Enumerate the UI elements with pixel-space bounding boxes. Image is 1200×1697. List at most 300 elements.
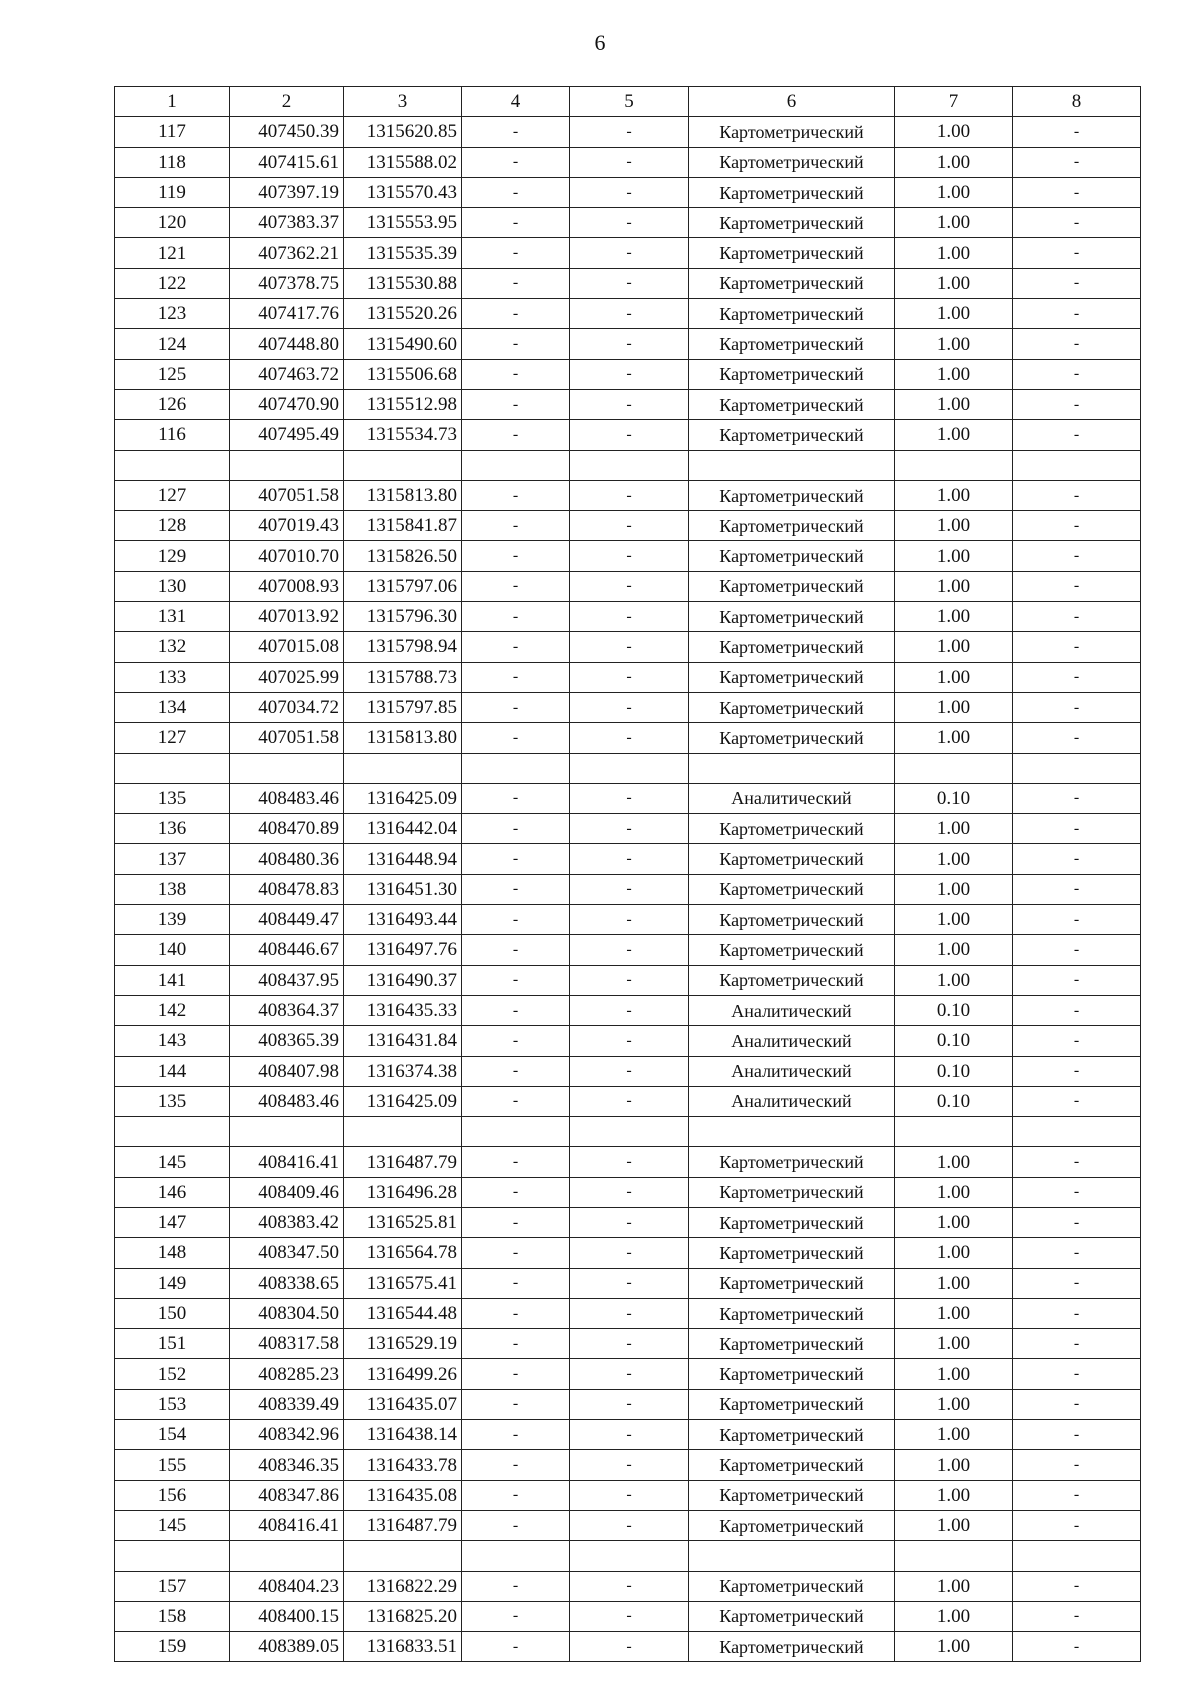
cell-y-coordinate: 1316822.29 [344, 1571, 462, 1601]
cell-col-5: - [570, 1389, 689, 1419]
cell-accuracy: 1.00 [895, 389, 1013, 419]
cell-y-coordinate: 1315553.95 [344, 208, 462, 238]
cell-method: Картометрический [689, 268, 895, 298]
cell-y-coordinate: 1316833.51 [344, 1632, 462, 1662]
cell-y-coordinate: 1315520.26 [344, 299, 462, 329]
cell-col-8: - [1013, 1450, 1141, 1480]
table-row [115, 1601, 1141, 1631]
cell-col-8: - [1013, 1510, 1141, 1540]
cell-y-coordinate: 1315620.85 [344, 117, 462, 147]
cell-y-coordinate: 1315570.43 [344, 177, 462, 207]
cell-x-coordinate [230, 450, 344, 480]
cell-col-4: - [462, 1086, 570, 1116]
table-row-spacer [115, 450, 1141, 480]
cell-col-8 [1013, 1541, 1141, 1571]
cell-col-4: - [462, 965, 570, 995]
table-row [115, 905, 1141, 935]
cell-col-5: - [570, 480, 689, 510]
cell-point-number: 132 [115, 632, 230, 662]
cell-point-number: 156 [115, 1480, 230, 1510]
cell-accuracy [895, 1541, 1013, 1571]
table-row [115, 935, 1141, 965]
cell-col-5 [570, 753, 689, 783]
cell-col-4: - [462, 1632, 570, 1662]
cell-x-coordinate: 408304.50 [230, 1298, 344, 1328]
cell-col-4: - [462, 1510, 570, 1540]
cell-method: Картометрический [689, 1298, 895, 1328]
cell-col-5: - [570, 1238, 689, 1268]
cell-accuracy: 0.10 [895, 1086, 1013, 1116]
cell-col-5: - [570, 814, 689, 844]
cell-col-5: - [570, 1086, 689, 1116]
cell-method: Аналитический [689, 1026, 895, 1056]
cell-method: Картометрический [689, 329, 895, 359]
cell-accuracy: 1.00 [895, 874, 1013, 904]
cell-col-8: - [1013, 541, 1141, 571]
cell-point-number: 142 [115, 995, 230, 1025]
cell-point-number: 118 [115, 147, 230, 177]
cell-x-coordinate: 407019.43 [230, 511, 344, 541]
cell-point-number: 151 [115, 1329, 230, 1359]
cell-x-coordinate: 408416.41 [230, 1147, 344, 1177]
cell-accuracy: 1.00 [895, 1571, 1013, 1601]
column-header: 4 [462, 87, 570, 117]
cell-col-5: - [570, 723, 689, 753]
cell-col-8: - [1013, 389, 1141, 419]
cell-y-coordinate: 1315826.50 [344, 541, 462, 571]
table-row [115, 632, 1141, 662]
table-body [115, 117, 1141, 1662]
cell-col-5: - [570, 1359, 689, 1389]
column-header: 8 [1013, 87, 1141, 117]
cell-method [689, 753, 895, 783]
table-row [115, 147, 1141, 177]
cell-point-number: 120 [115, 208, 230, 238]
cell-col-4: - [462, 480, 570, 510]
cell-accuracy: 1.00 [895, 1480, 1013, 1510]
cell-point-number: 119 [115, 177, 230, 207]
cell-y-coordinate: 1316544.48 [344, 1298, 462, 1328]
cell-col-4: - [462, 268, 570, 298]
cell-method: Аналитический [689, 783, 895, 813]
cell-col-8: - [1013, 602, 1141, 632]
cell-col-5: - [570, 632, 689, 662]
page-number: 6 [594, 30, 606, 55]
cell-method [689, 450, 895, 480]
cell-point-number: 145 [115, 1510, 230, 1540]
cell-x-coordinate: 408339.49 [230, 1389, 344, 1419]
table-row [115, 1480, 1141, 1510]
cell-method: Картометрический [689, 208, 895, 238]
cell-x-coordinate: 408342.96 [230, 1420, 344, 1450]
cell-col-5: - [570, 389, 689, 419]
cell-col-8: - [1013, 420, 1141, 450]
cell-y-coordinate: 1316425.09 [344, 1086, 462, 1116]
cell-col-4: - [462, 117, 570, 147]
table-row [115, 480, 1141, 510]
table-row [115, 814, 1141, 844]
cell-col-8: - [1013, 177, 1141, 207]
cell-accuracy: 1.00 [895, 632, 1013, 662]
cell-col-4: - [462, 935, 570, 965]
cell-point-number: 154 [115, 1420, 230, 1450]
cell-y-coordinate [344, 753, 462, 783]
cell-accuracy: 1.00 [895, 1298, 1013, 1328]
table-row [115, 329, 1141, 359]
cell-col-5: - [570, 359, 689, 389]
cell-col-8: - [1013, 1238, 1141, 1268]
cell-col-4: - [462, 208, 570, 238]
cell-method: Картометрический [689, 1510, 895, 1540]
cell-accuracy: 1.00 [895, 359, 1013, 389]
cell-x-coordinate: 407378.75 [230, 268, 344, 298]
cell-accuracy: 1.00 [895, 1420, 1013, 1450]
cell-col-8: - [1013, 117, 1141, 147]
cell-col-5: - [570, 1147, 689, 1177]
cell-point-number: 143 [115, 1026, 230, 1056]
cell-accuracy: 0.10 [895, 995, 1013, 1025]
cell-x-coordinate: 407051.58 [230, 723, 344, 753]
cell-accuracy: 1.00 [895, 1359, 1013, 1389]
cell-col-4: - [462, 541, 570, 571]
cell-y-coordinate: 1316435.33 [344, 995, 462, 1025]
table-row [115, 1056, 1141, 1086]
cell-accuracy: 0.10 [895, 1026, 1013, 1056]
table-row [115, 1238, 1141, 1268]
table-row [115, 844, 1141, 874]
cell-y-coordinate: 1315506.68 [344, 359, 462, 389]
cell-method: Картометрический [689, 1389, 895, 1419]
cell-x-coordinate [230, 1117, 344, 1147]
cell-col-4: - [462, 1268, 570, 1298]
cell-col-5: - [570, 1026, 689, 1056]
table-row [115, 874, 1141, 904]
cell-col-8: - [1013, 905, 1141, 935]
cell-x-coordinate: 408400.15 [230, 1601, 344, 1631]
table-row [115, 1329, 1141, 1359]
cell-col-8 [1013, 450, 1141, 480]
cell-col-8: - [1013, 995, 1141, 1025]
cell-accuracy: 1.00 [895, 965, 1013, 995]
cell-col-4: - [462, 238, 570, 268]
cell-point-number: 129 [115, 541, 230, 571]
cell-method: Картометрический [689, 147, 895, 177]
cell-accuracy: 1.00 [895, 541, 1013, 571]
cell-x-coordinate: 408483.46 [230, 1086, 344, 1116]
cell-point-number: 133 [115, 662, 230, 692]
cell-col-4: - [462, 1026, 570, 1056]
cell-col-8: - [1013, 147, 1141, 177]
cell-col-8: - [1013, 783, 1141, 813]
cell-col-4: - [462, 1450, 570, 1480]
cell-x-coordinate: 408409.46 [230, 1177, 344, 1207]
cell-method: Картометрический [689, 571, 895, 601]
cell-col-5: - [570, 1571, 689, 1601]
table-row [115, 117, 1141, 147]
cell-accuracy: 1.00 [895, 329, 1013, 359]
cell-y-coordinate: 1316435.07 [344, 1389, 462, 1419]
cell-accuracy: 0.10 [895, 1056, 1013, 1086]
cell-col-5: - [570, 511, 689, 541]
cell-accuracy: 1.00 [895, 511, 1013, 541]
cell-col-4: - [462, 1480, 570, 1510]
cell-col-5: - [570, 208, 689, 238]
cell-point-number: 144 [115, 1056, 230, 1086]
table-row [115, 177, 1141, 207]
cell-col-4: - [462, 1329, 570, 1359]
cell-method [689, 1541, 895, 1571]
cell-col-4: - [462, 844, 570, 874]
cell-col-5: - [570, 1177, 689, 1207]
cell-y-coordinate: 1316499.26 [344, 1359, 462, 1389]
cell-accuracy: 1.00 [895, 238, 1013, 268]
cell-y-coordinate: 1316487.79 [344, 1510, 462, 1540]
cell-col-4: - [462, 1420, 570, 1450]
cell-accuracy: 1.00 [895, 208, 1013, 238]
cell-col-8: - [1013, 1177, 1141, 1207]
cell-col-4: - [462, 662, 570, 692]
cell-col-5: - [570, 1420, 689, 1450]
cell-y-coordinate: 1316493.44 [344, 905, 462, 935]
cell-col-5: - [570, 541, 689, 571]
cell-method [689, 1117, 895, 1147]
cell-col-5: - [570, 268, 689, 298]
cell-col-4: - [462, 1389, 570, 1419]
cell-y-coordinate: 1316442.04 [344, 814, 462, 844]
cell-point-number: 147 [115, 1207, 230, 1237]
cell-col-5: - [570, 783, 689, 813]
cell-col-8: - [1013, 1026, 1141, 1056]
cell-point-number: 137 [115, 844, 230, 874]
cell-col-8: - [1013, 1329, 1141, 1359]
cell-y-coordinate: 1315797.85 [344, 692, 462, 722]
cell-point-number: 134 [115, 692, 230, 722]
cell-col-8: - [1013, 1571, 1141, 1601]
cell-col-8: - [1013, 1147, 1141, 1177]
cell-col-8: - [1013, 238, 1141, 268]
cell-x-coordinate: 408347.86 [230, 1480, 344, 1510]
cell-x-coordinate: 407450.39 [230, 117, 344, 147]
cell-point-number: 140 [115, 935, 230, 965]
cell-point-number: 138 [115, 874, 230, 904]
cell-col-5: - [570, 1450, 689, 1480]
table-row [115, 1359, 1141, 1389]
cell-col-4 [462, 1117, 570, 1147]
cell-col-4: - [462, 995, 570, 1025]
cell-col-4: - [462, 147, 570, 177]
table-row [115, 1510, 1141, 1540]
cell-y-coordinate: 1316487.79 [344, 1147, 462, 1177]
cell-col-5 [570, 1541, 689, 1571]
cell-point-number: 141 [115, 965, 230, 995]
cell-col-5: - [570, 692, 689, 722]
cell-accuracy: 1.00 [895, 1510, 1013, 1540]
cell-col-4: - [462, 329, 570, 359]
cell-col-5: - [570, 117, 689, 147]
cell-point-number: 155 [115, 1450, 230, 1480]
cell-method: Картометрический [689, 511, 895, 541]
cell-y-coordinate: 1316825.20 [344, 1601, 462, 1631]
cell-y-coordinate [344, 1117, 462, 1147]
cell-y-coordinate: 1315512.98 [344, 389, 462, 419]
cell-col-4: - [462, 632, 570, 662]
cell-method: Картометрический [689, 662, 895, 692]
cell-x-coordinate: 407463.72 [230, 359, 344, 389]
cell-x-coordinate: 407417.76 [230, 299, 344, 329]
column-header: 1 [115, 87, 230, 117]
table-row [115, 995, 1141, 1025]
cell-col-4: - [462, 1207, 570, 1237]
cell-x-coordinate: 408483.46 [230, 783, 344, 813]
cell-method: Картометрический [689, 1329, 895, 1359]
cell-col-4: - [462, 1571, 570, 1601]
column-header: 5 [570, 87, 689, 117]
cell-accuracy: 1.00 [895, 1632, 1013, 1662]
cell-method: Картометрический [689, 1359, 895, 1389]
cell-point-number: 158 [115, 1601, 230, 1631]
cell-method: Картометрический [689, 389, 895, 419]
cell-method: Картометрический [689, 117, 895, 147]
cell-x-coordinate: 408404.23 [230, 1571, 344, 1601]
cell-y-coordinate: 1316438.14 [344, 1420, 462, 1450]
cell-accuracy: 1.00 [895, 571, 1013, 601]
table-row [115, 420, 1141, 450]
table-row [115, 1026, 1141, 1056]
cell-col-5: - [570, 147, 689, 177]
table-row [115, 541, 1141, 571]
cell-accuracy: 1.00 [895, 147, 1013, 177]
cell-col-5: - [570, 238, 689, 268]
cell-point-number: 124 [115, 329, 230, 359]
table-row [115, 1450, 1141, 1480]
cell-col-5: - [570, 965, 689, 995]
cell-col-4: - [462, 1298, 570, 1328]
cell-x-coordinate: 408478.83 [230, 874, 344, 904]
cell-y-coordinate: 1316425.09 [344, 783, 462, 813]
cell-col-4 [462, 450, 570, 480]
table-row [115, 1086, 1141, 1116]
cell-x-coordinate: 407010.70 [230, 541, 344, 571]
cell-col-4: - [462, 1238, 570, 1268]
cell-col-8: - [1013, 1420, 1141, 1450]
cell-point-number: 136 [115, 814, 230, 844]
cell-x-coordinate: 408407.98 [230, 1056, 344, 1086]
table-row [115, 1268, 1141, 1298]
cell-col-4: - [462, 602, 570, 632]
cell-method: Картометрический [689, 541, 895, 571]
cell-col-4 [462, 753, 570, 783]
cell-col-8: - [1013, 480, 1141, 510]
cell-point-number [115, 1117, 230, 1147]
cell-x-coordinate: 408364.37 [230, 995, 344, 1025]
cell-point-number: 123 [115, 299, 230, 329]
cell-method: Картометрический [689, 1601, 895, 1631]
cell-col-4: - [462, 1601, 570, 1631]
cell-x-coordinate: 407008.93 [230, 571, 344, 601]
cell-y-coordinate: 1315788.73 [344, 662, 462, 692]
cell-col-8: - [1013, 329, 1141, 359]
cell-accuracy: 0.10 [895, 783, 1013, 813]
cell-col-8: - [1013, 299, 1141, 329]
cell-method: Картометрический [689, 1177, 895, 1207]
cell-y-coordinate [344, 1541, 462, 1571]
cell-col-5 [570, 1117, 689, 1147]
cell-x-coordinate: 408437.95 [230, 965, 344, 995]
cell-x-coordinate: 408365.39 [230, 1026, 344, 1056]
column-header: 6 [689, 87, 895, 117]
cell-col-5: - [570, 1632, 689, 1662]
cell-accuracy: 1.00 [895, 723, 1013, 753]
cell-col-4: - [462, 723, 570, 753]
cell-method: Картометрический [689, 632, 895, 662]
cell-col-8: - [1013, 965, 1141, 995]
cell-y-coordinate: 1316431.84 [344, 1026, 462, 1056]
cell-point-number: 127 [115, 480, 230, 510]
table-row [115, 692, 1141, 722]
cell-x-coordinate: 407362.21 [230, 238, 344, 268]
cell-col-5: - [570, 1329, 689, 1359]
cell-col-4: - [462, 814, 570, 844]
cell-col-8: - [1013, 1268, 1141, 1298]
cell-x-coordinate: 407013.92 [230, 602, 344, 632]
cell-method: Картометрический [689, 1420, 895, 1450]
column-header: 2 [230, 87, 344, 117]
cell-point-number: 148 [115, 1238, 230, 1268]
table-row [115, 1389, 1141, 1419]
cell-y-coordinate: 1316374.38 [344, 1056, 462, 1086]
cell-accuracy: 1.00 [895, 480, 1013, 510]
cell-x-coordinate: 408338.65 [230, 1268, 344, 1298]
cell-col-8: - [1013, 1207, 1141, 1237]
cell-col-4: - [462, 177, 570, 207]
cell-col-5: - [570, 299, 689, 329]
cell-point-number: 128 [115, 511, 230, 541]
cell-col-4: - [462, 692, 570, 722]
cell-accuracy [895, 450, 1013, 480]
cell-method: Картометрический [689, 874, 895, 904]
cell-method: Картометрический [689, 1571, 895, 1601]
cell-accuracy: 1.00 [895, 1268, 1013, 1298]
cell-col-8: - [1013, 511, 1141, 541]
cell-col-8: - [1013, 935, 1141, 965]
cell-method: Картометрический [689, 177, 895, 207]
cell-col-8: - [1013, 814, 1141, 844]
cell-x-coordinate: 408389.05 [230, 1632, 344, 1662]
cell-x-coordinate [230, 1541, 344, 1571]
cell-point-number: 152 [115, 1359, 230, 1389]
cell-y-coordinate: 1316564.78 [344, 1238, 462, 1268]
cell-x-coordinate [230, 753, 344, 783]
table-row [115, 602, 1141, 632]
cell-point-number: 127 [115, 723, 230, 753]
cell-y-coordinate: 1315813.80 [344, 723, 462, 753]
cell-y-coordinate: 1316451.30 [344, 874, 462, 904]
cell-method: Картометрический [689, 723, 895, 753]
cell-method: Аналитический [689, 1086, 895, 1116]
cell-x-coordinate: 407495.49 [230, 420, 344, 450]
table-row [115, 571, 1141, 601]
cell-method: Картометрический [689, 420, 895, 450]
cell-col-8: - [1013, 571, 1141, 601]
cell-col-5: - [570, 1268, 689, 1298]
cell-col-8: - [1013, 692, 1141, 722]
cell-col-4: - [462, 1177, 570, 1207]
table-row [115, 208, 1141, 238]
table-row [115, 268, 1141, 298]
cell-point-number: 135 [115, 783, 230, 813]
table-row-spacer [115, 753, 1141, 783]
cell-method: Картометрический [689, 238, 895, 268]
